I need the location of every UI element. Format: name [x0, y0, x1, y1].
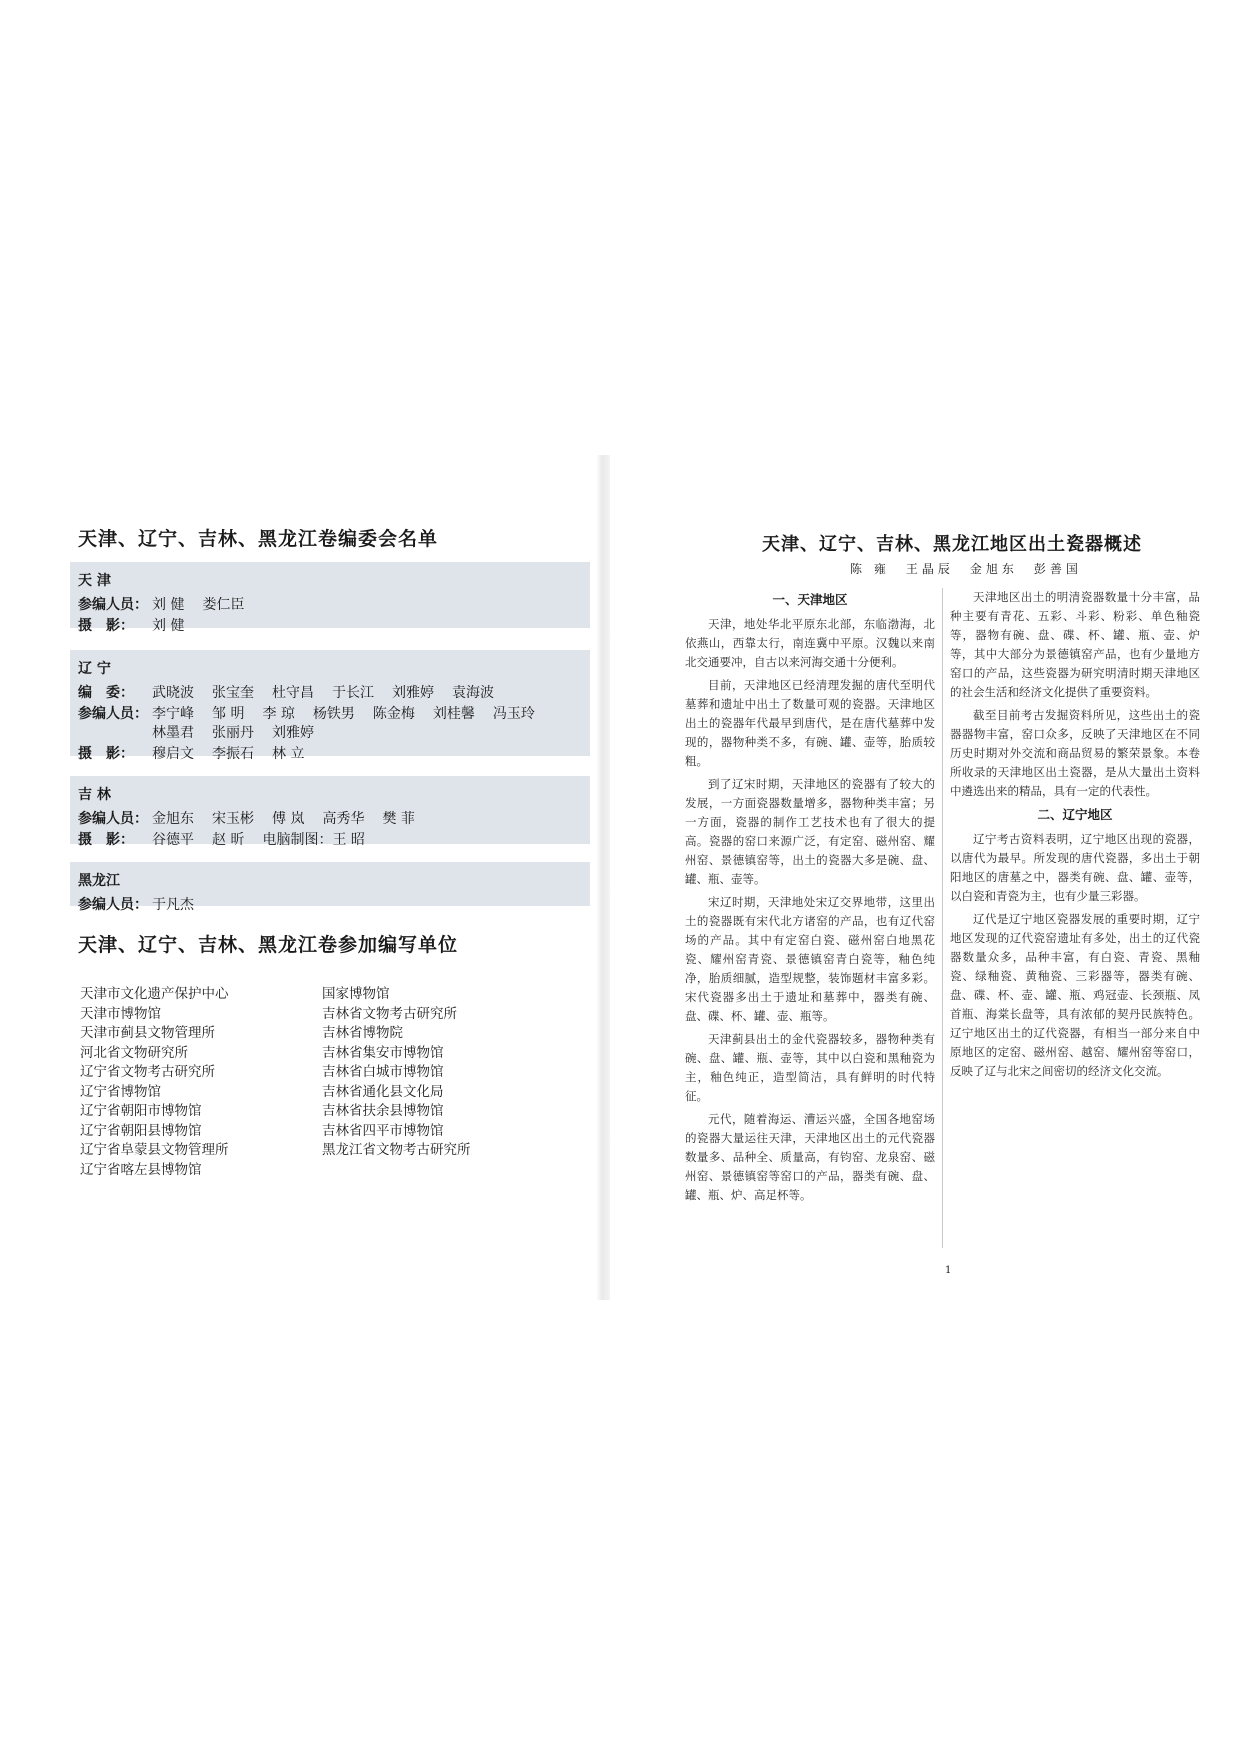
person-name: 刘 健: [152, 618, 185, 634]
person-name: 张宝奎: [212, 685, 254, 701]
unit-item: 吉林省白城市博物馆: [322, 1064, 444, 1080]
committee-title: 天津、辽宁、吉林、黑龙江卷编委会名单: [78, 528, 439, 550]
person-name: 于凡杰: [152, 897, 194, 913]
person-name: 杨铁男: [312, 706, 355, 722]
region-block-jilin: [70, 776, 590, 848]
person-name: 武晓波: [152, 685, 194, 701]
person-name: 张丽丹: [212, 725, 254, 741]
page-number: 1: [945, 1265, 952, 1276]
region-block-heilongjiang: [70, 862, 590, 913]
person-name: 娄仁臣: [202, 597, 245, 613]
role-row: [78, 596, 582, 615]
section-heading-tianjin: 一、天津地区: [772, 592, 848, 607]
unit-item: 辽宁省文物考古研究所: [80, 1064, 215, 1080]
paragraph: 天津，地处华北平原东北部，东临渤海，北依燕山，西靠太行，南连冀中平原。汉魏以来南北交通要冲，自古以来河海交通十分便利。: [685, 617, 935, 669]
region-name: 天 津: [78, 573, 111, 589]
unit-item: 吉林省博物院: [322, 1025, 403, 1041]
paragraph: 到了辽宋时期，天津地区的瓷器有了较大的发展，一方面瓷器数量增多，器物种类丰富；另一方面，瓷器的制作工艺技术也有了很大的提高。瓷器的窑口来源广泛，有定窑、磁州窑、耀州窑、景德镇窑等，出土的瓷器大多是碗、盘、罐、瓶、壶等。: [685, 777, 935, 886]
person-name: 穆启文: [152, 746, 194, 762]
unit-item: 辽宁省阜蒙县文物管理所: [80, 1142, 229, 1158]
unit-item: 辽宁省喀左县博物馆: [80, 1161, 202, 1178]
person-name: 刘雅婷: [392, 685, 434, 701]
role-row: [78, 896, 582, 915]
person-name: 谷德平: [152, 832, 194, 848]
person-name: 赵 昕: [212, 832, 245, 848]
units-list-col1: [80, 985, 229, 1180]
unit-item: 黑龙江省文物考古研究所: [322, 1142, 471, 1158]
role-label: 编 委：: [78, 685, 134, 701]
person-name: 林墨君: [152, 725, 194, 741]
role-row: [78, 831, 582, 850]
person-name: 刘 健: [152, 597, 185, 613]
paragraph: 截至目前考古发掘资料所见，这些出土的瓷器器物丰富，窑口众多，反映了天津地区在不同历史时期对外交流和商品贸易的繁荣景象。本卷所收录的天津地区出土瓷器，是从大量出土资料中遴选出来的精品，具有一定的代表性。: [950, 708, 1200, 798]
unit-item: 吉林省文物考古研究所: [322, 1005, 457, 1022]
unit-item: 吉林省扶余县博物馆: [322, 1103, 444, 1119]
person-name: 傅 岚: [272, 811, 305, 827]
region-name: 吉 林: [78, 787, 111, 803]
person-name: 樊 菲: [382, 811, 415, 827]
role-row: [78, 617, 582, 636]
article-authors: 陈 雍 王晶辰 金旭东 彭善国: [850, 562, 1082, 576]
person-name: 金旭东: [152, 811, 194, 827]
role-names: [152, 831, 365, 850]
paragraph: 天津地区出土的明清瓷器数量十分丰富，品种主要有青花、五彩、斗彩、粉彩、单色釉瓷等，器物有碗、盘、碟、杯、罐、瓶、壶、炉等，其中大部分为景德镇窑产品，也有少量地方窑口的产品，这些瓷器为研究明清时期天津地区的社会生活和经济文化提供了重要资料。: [950, 590, 1200, 699]
person-name: 陈金梅: [372, 706, 415, 722]
role-names: [152, 617, 184, 636]
person-name: 李宁峰: [152, 706, 194, 722]
units-title: 天津、辽宁、吉林、黑龙江卷参加编写单位: [78, 934, 459, 956]
role-label: 参编人员：: [78, 597, 148, 613]
person-name: 电脑制图：王 昭: [262, 832, 365, 848]
person-name: 林 立: [272, 746, 305, 762]
unit-item: 辽宁省朝阳县博物馆: [80, 1122, 202, 1139]
region-name: 辽 宁: [78, 661, 111, 677]
person-name: 邹 明: [212, 706, 245, 722]
region-block-tianjin: [70, 562, 590, 634]
unit-item: 吉林省通化县文化局: [322, 1083, 444, 1100]
region-name: 黑龙江: [78, 873, 120, 889]
role-names: [152, 596, 244, 615]
paragraph: 元代，随着海运、漕运兴盛，全国各地窑场的瓷器大量运往天津，天津地区出土的元代瓷器数量多、品种全、质量高，有钧窑、龙泉窑、磁州窑、景德镇窑等窑口的产品，器类有碗、盘、罐、瓶、炉、高足杯等。: [685, 1112, 935, 1202]
person-name: 高秀华: [322, 811, 365, 827]
unit-item: 辽宁省博物馆: [80, 1083, 161, 1100]
unit-item: 河北省文物研究所: [80, 1044, 188, 1061]
role-label: 参编人员：: [78, 897, 148, 913]
unit-item: 吉林省四平市博物馆: [322, 1122, 444, 1139]
unit-item: 天津市文化遗产保护中心: [80, 986, 229, 1002]
role-names: [152, 810, 415, 829]
person-name: 杜守昌: [272, 685, 314, 701]
role-names: [152, 684, 494, 703]
unit-item: 国家博物馆: [322, 986, 390, 1002]
section-heading-liaoning: 二、辽宁地区: [1037, 807, 1113, 822]
person-name: 冯玉玲: [492, 706, 535, 722]
role-label: 摄 影：: [78, 832, 134, 848]
person-name: 于长江: [332, 685, 374, 701]
unit-item: 吉林省集安市博物馆: [322, 1044, 444, 1061]
text-column-right: [950, 588, 1200, 1085]
paragraph: 天津蓟县出土的金代瓷器较多，器物种类有碗、盘、罐、瓶、壶等，其中以白瓷和黑釉瓷为主，釉色纯正，造型简洁，具有鲜明的时代特征。: [685, 1032, 935, 1103]
article-title: 天津、辽宁、吉林、黑龙江地区出土瓷器概述: [762, 534, 1142, 555]
unit-item: 天津市蓟县文物管理所: [80, 1025, 215, 1041]
text-column-left: [685, 588, 935, 1209]
paragraph: 辽代是辽宁地区瓷器发展的重要时期，辽宁地区发现的辽代瓷窑遗址有多处，出土的辽代瓷器数量众多，品种丰富，有白瓷、青瓷、黑釉瓷、绿釉瓷、黄釉瓷、三彩器等，器类有碗、盘、碟、杯、壶、罐、瓶、鸡冠壶、长颈瓶、凤首瓶、海棠长盘等，具有浓郁的契丹民族特色。辽宁地区出土的辽代瓷器，有相当一部分来自中原地区的定窑、磁州窑、越窑、耀州窑等窑口，反映了辽与北宋之间密切的经济文化交流。: [950, 912, 1200, 1078]
paragraph: 目前，天津地区已经清理发掘的唐代至明代墓葬和遗址中出土了数量可观的瓷器。天津地区出土的瓷器年代最早到唐代，是在唐代墓葬中发现的，器物种类不多，有碗、罐、壶等，胎质较粗。: [685, 678, 935, 768]
person-name: 袁海波: [452, 685, 494, 701]
unit-item: 天津市博物馆: [80, 1005, 161, 1022]
region-block-liaoning: [70, 650, 590, 762]
unit-item: 辽宁省朝阳市博物馆: [80, 1103, 202, 1119]
role-names: [152, 896, 194, 915]
page-gutter: [596, 455, 610, 1300]
role-label: 摄 影：: [78, 618, 134, 634]
role-names: [152, 705, 582, 743]
role-label: 参编人员：: [78, 706, 148, 722]
role-row: [78, 684, 582, 703]
person-name: 刘桂馨: [432, 706, 475, 722]
role-label: 参编人员：: [78, 811, 148, 827]
person-name: 李振石: [212, 746, 254, 762]
role-label: 摄 影：: [78, 746, 134, 762]
role-row: [78, 745, 582, 764]
column-divider: [942, 588, 943, 1248]
person-name: 宋玉彬: [212, 811, 254, 827]
paragraph: 宋辽时期，天津地处宋辽交界地带，这里出土的瓷器既有宋代北方诸窑的产品，也有辽代窑场的产品。其中有定窑白瓷、磁州窑白地黑花瓷、耀州窑青瓷、景德镇窑青白瓷等，釉色纯净，胎质细腻，造型规整，装饰题材丰富多彩。宋代瓷器多出土于遗址和墓葬中，器类有碗、盘、碟、杯、罐、壶、瓶等。: [685, 895, 935, 1023]
role-row: [78, 705, 582, 743]
person-name: 刘雅婷: [272, 725, 314, 741]
person-name: 李 琼: [262, 706, 295, 722]
paragraph: 辽宁考古资料表明，辽宁地区出现的瓷器，以唐代为最早。所发现的唐代瓷器，多出土于朝阳地区的唐墓之中，器类有碗、盘、罐、壶等，以白瓷和青瓷为主，也有少量三彩器。: [950, 832, 1200, 903]
units-list-col2: [322, 985, 471, 1161]
role-row: [78, 810, 582, 829]
role-names: [152, 745, 304, 764]
